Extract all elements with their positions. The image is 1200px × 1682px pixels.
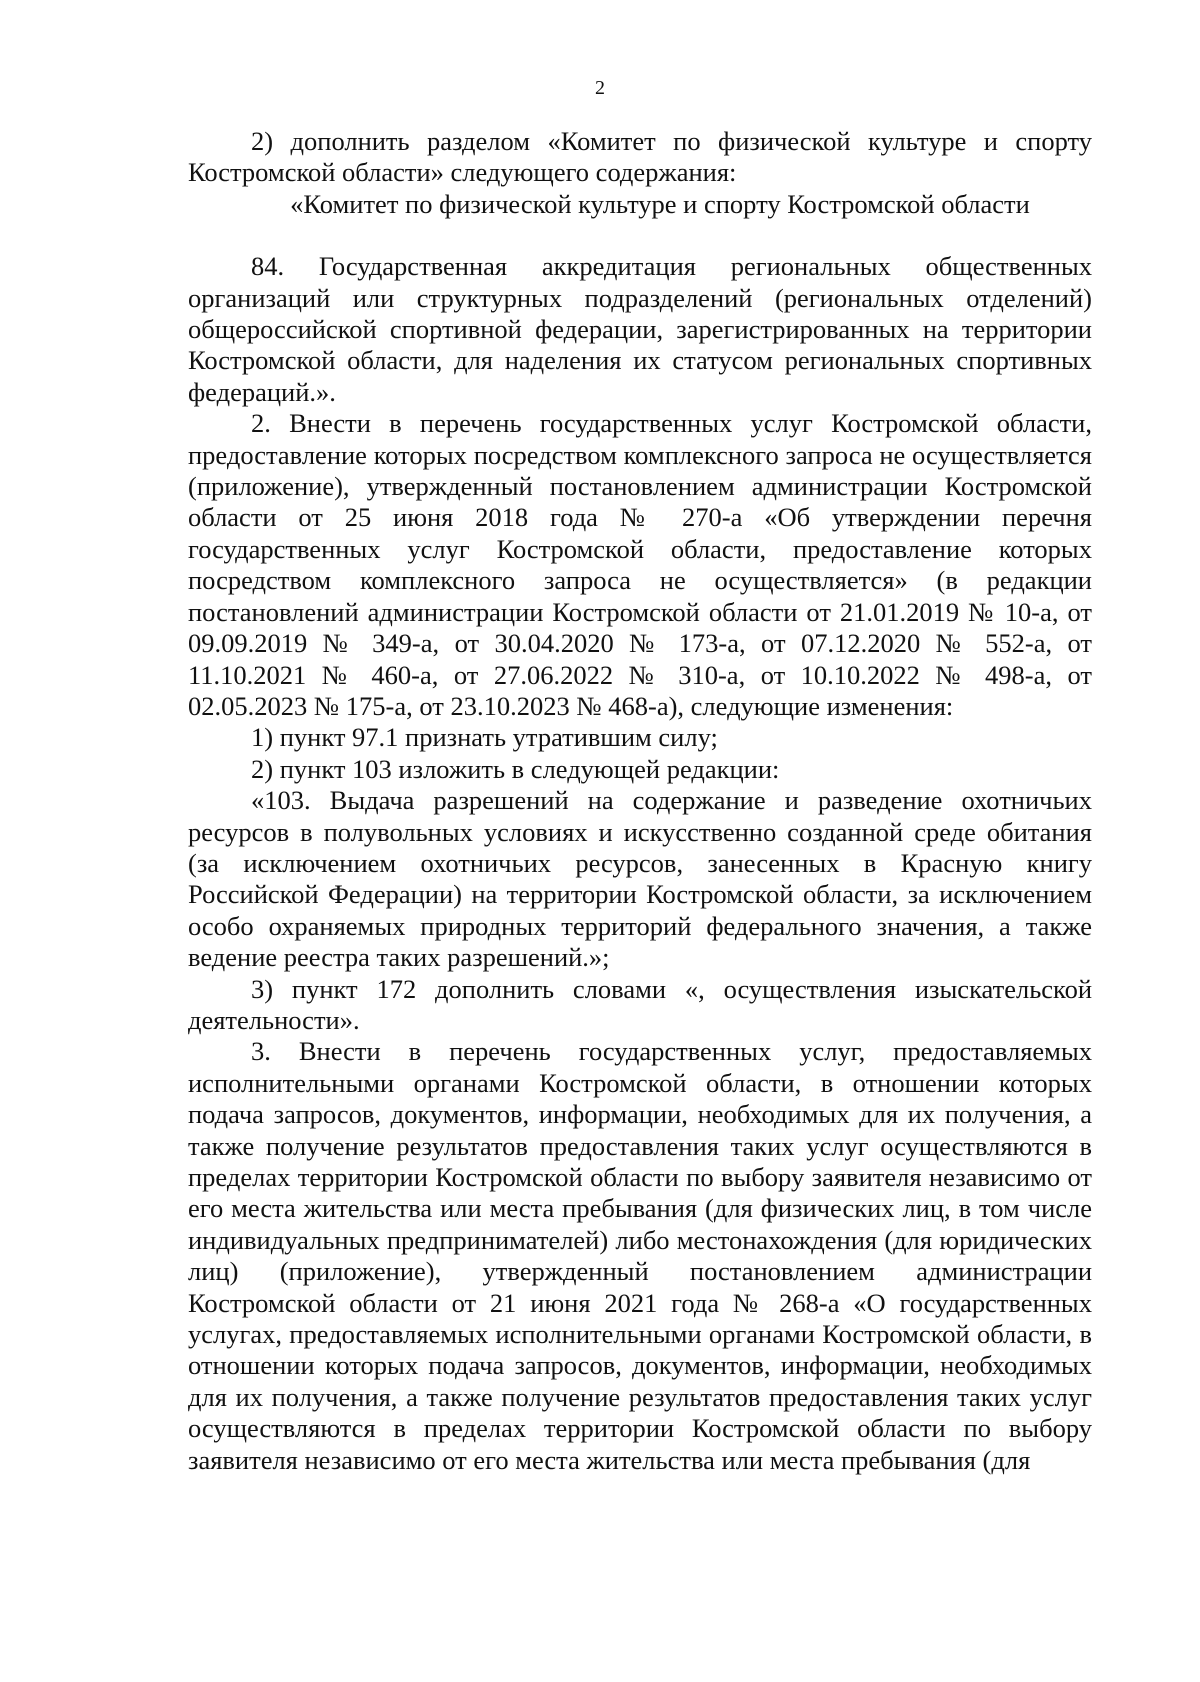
paragraph-subitem-2: 2) пункт 103 изложить в следующей редакции: xyxy=(251,753,780,784)
section-heading: «Комитет по физической культуре и спорту Костромской области xyxy=(290,188,1030,219)
paragraph-item-103: «103. Выдача разрешений на содержание и разведение охотничьих ресурсов в полувольных условиях и искусственно созданной среде обитания (за исключением охотничьих ресурсов, занесенных в Красную книгу Российской Федерации) на территории Костромской области, за исключением особо охраняемых природных территорий федерального значения, а также ведение реестра таких разрешений.»; xyxy=(188,785,1092,973)
paragraph-subitem-3: 3) пункт 172 дополнить словами «, осуществления изыскательской деятельности». xyxy=(188,973,1092,1035)
page-number: 2 xyxy=(595,77,605,99)
paragraph-clause-2: 2. Внести в перечень государственных услуг Костромской области, предоставление которых посредством комплексного запроса не осуществляется (приложение), утвержденный постановлением администрации Костромской области от 25 июня 2018 года № 270-а «Об утверждении перечня государственных услуг Костромской области, предоставление которых посредством комплексного запроса не осуществляется» (в редакции постановлений администрации Костромской области от 21.01.2019 № 10-а, от 09.09.2019 № 349-а, от 30.04.2020 № 173-а, от 07.12.2020 № 552-а, от 11.10.2021 № 460-а, от 27.06.2022 № 310-а, от 10.10.2022 № 498-а, от 02.05.2023 № 175-а, от 23.10.2023 № 468-а), следующие изменения: xyxy=(188,408,1092,721)
blank-line xyxy=(188,220,1092,251)
paragraph-clause-3: 3. Внести в перечень государственных услуг, предоставляемых исполнительными органами Костромской области, в отношении которых подача запросов, документов, информации, необходимых для их получения, а также получение результатов предоставления таких услуг осуществляются в пределах территории Костромской области по выбору заявителя независимо от его места жительства или места пребывания (для физических лиц, в том числе индивидуальных предпринимателей) либо местонахождения (для юридических лиц) (приложение), утвержденный постановлением администрации Костромской области от 21 июня 2021 года № 268-а «О государственных услугах, предоставляемых исполнительными органами Костромской области, в отношении которых подача запросов, документов, информации, необходимых для их получения, а также получение результатов предоставления таких услуг осуществляются в пределах территории Костромской области по выбору заявителя независимо от его места жительства или места пребывания (для xyxy=(188,1036,1092,1475)
paragraph-amendment-section: 2) дополнить разделом «Комитет по физической культуре и спорту Костромской области» следующего содержания: xyxy=(188,126,1092,188)
paragraph-item-84: 84. Государственная аккредитация региональных общественных организаций или структурных подразделений (региональных отделений) общероссийской спортивной федерации, зарегистрированных на территории Костромской области, для наделения их статусом региональных спортивных федераций.». xyxy=(188,251,1092,407)
paragraph-subitem-1: 1) пункт 97.1 признать утратившим силу; xyxy=(251,722,718,753)
document-body xyxy=(188,126,1092,1476)
